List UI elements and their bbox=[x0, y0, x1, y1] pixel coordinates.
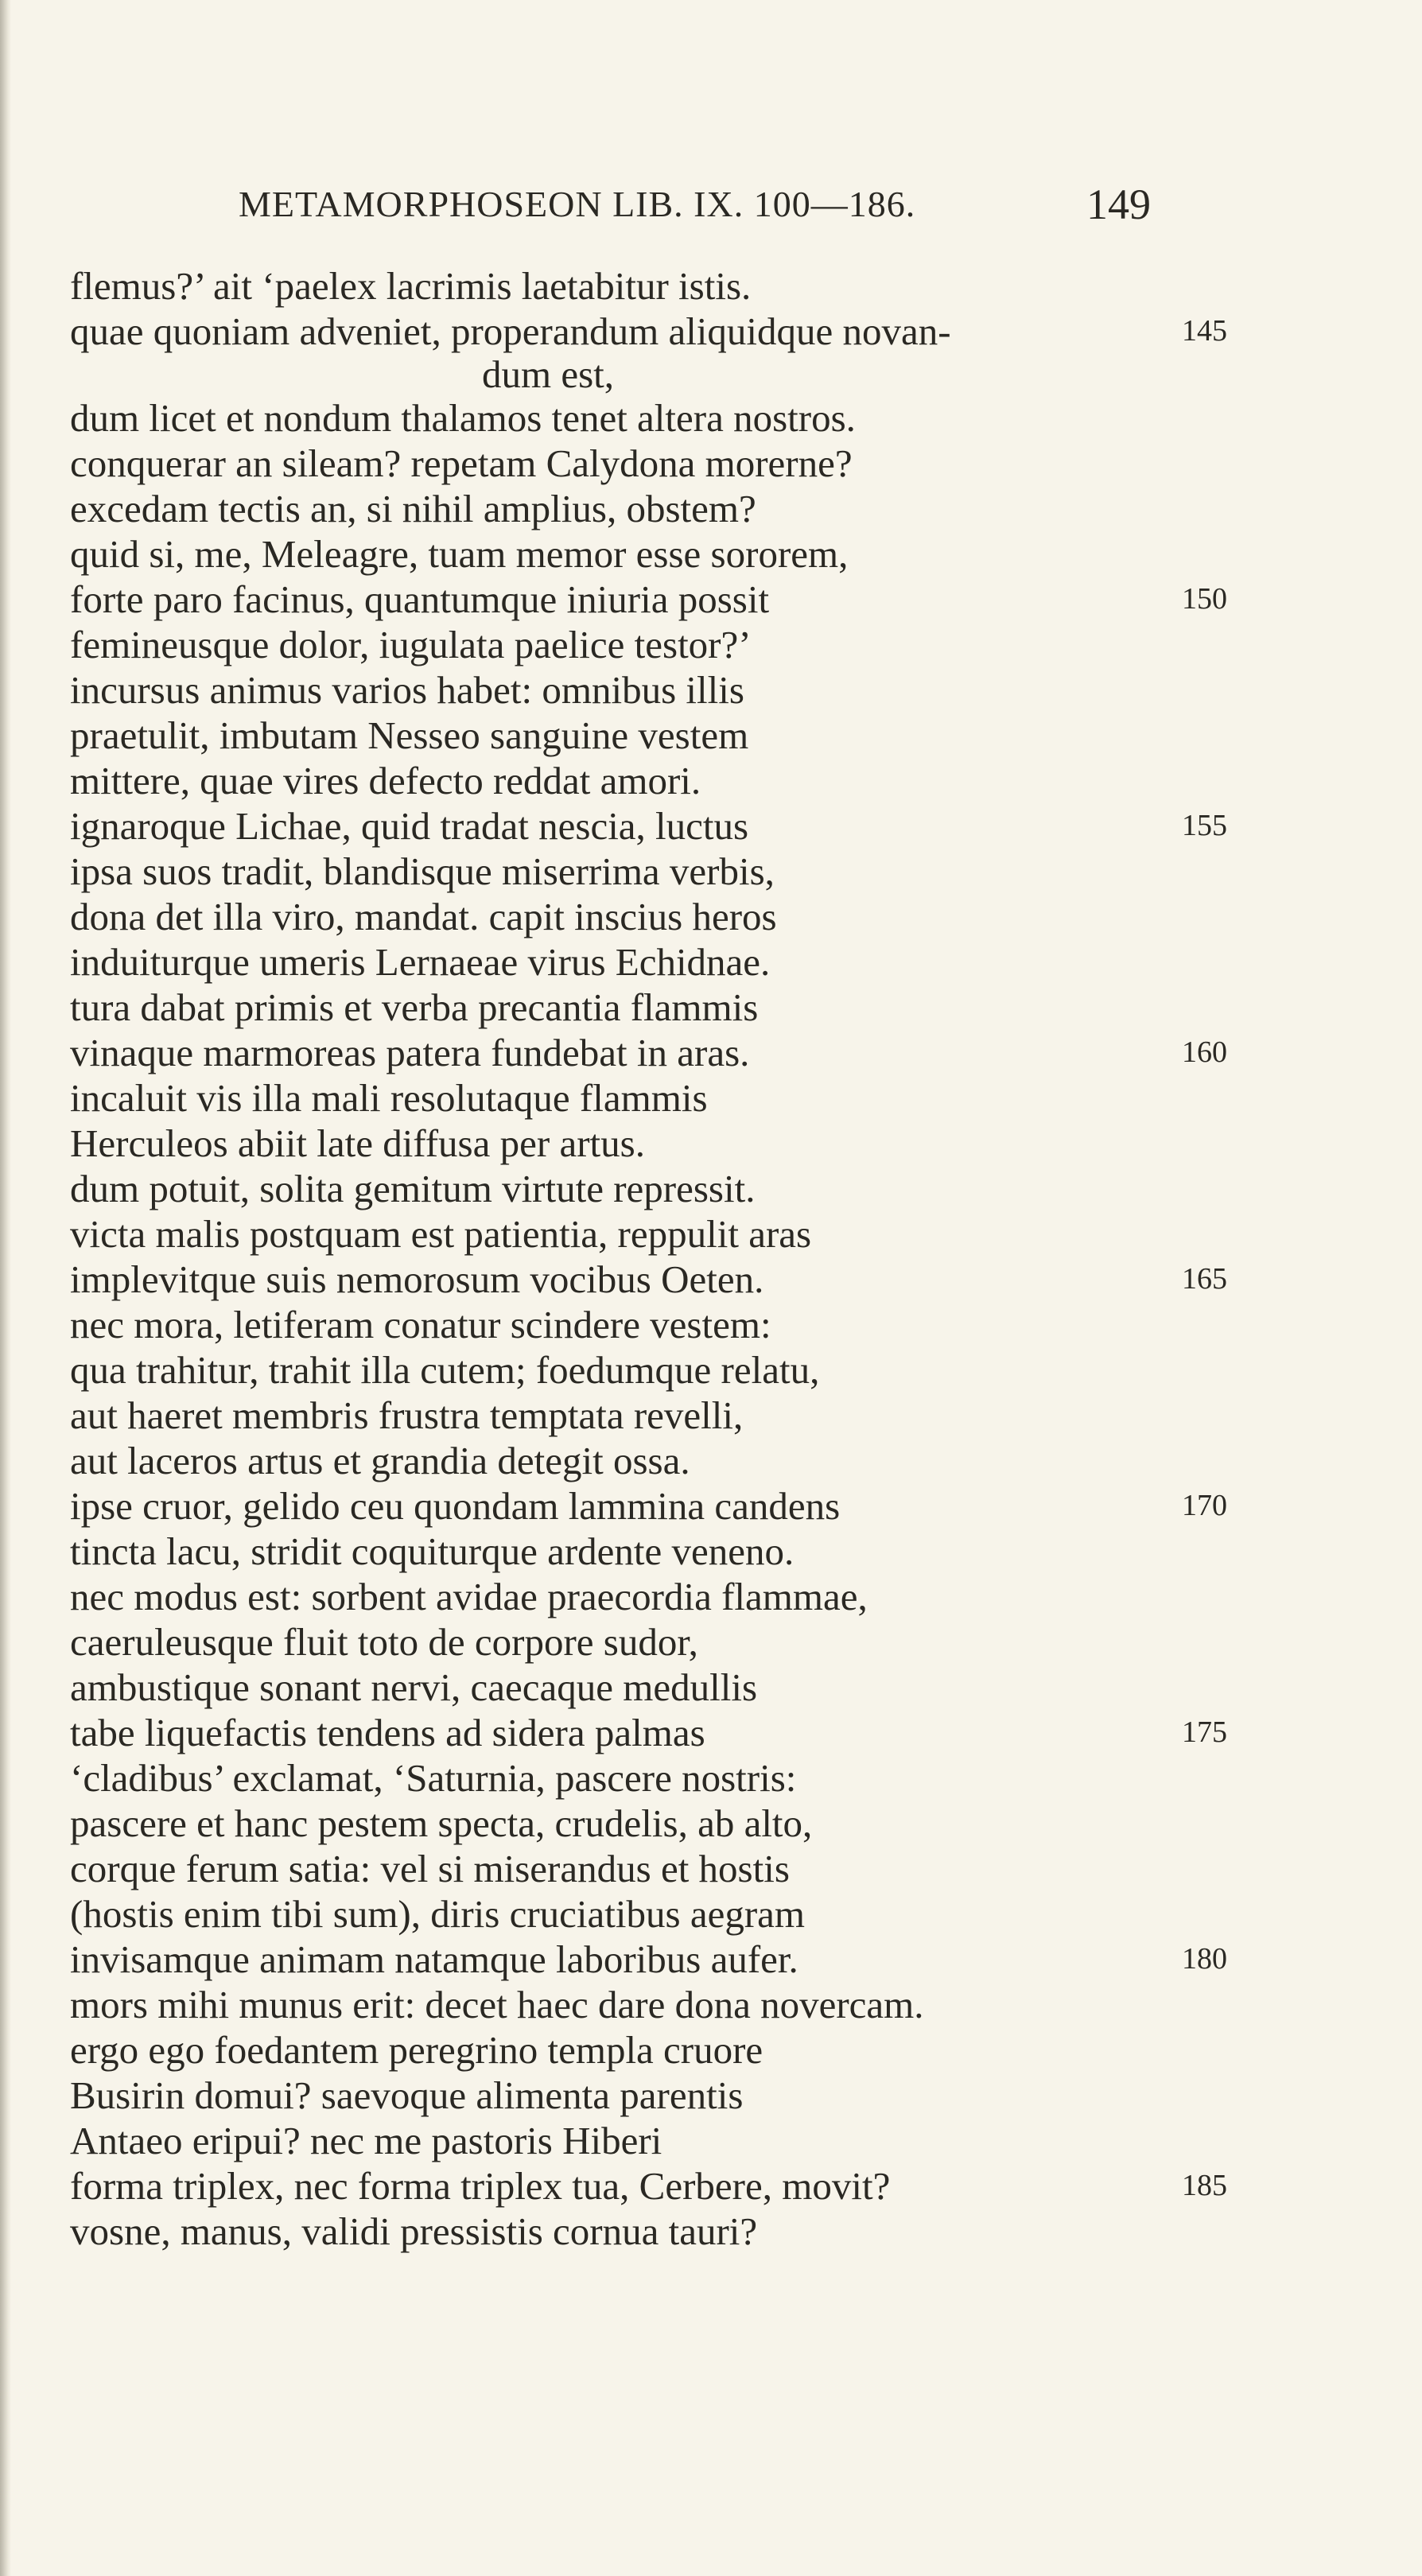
verse-line-text: implevitque suis nemorosum vocibus Oeten. bbox=[70, 1257, 764, 1301]
verse-line bbox=[70, 1801, 1231, 1846]
verse-line-text: Busirin domui? saevoque alimenta parentis bbox=[70, 2073, 744, 2117]
verse-line bbox=[70, 2163, 1231, 2209]
verse-line-text: flemus?’ ait ‘paelex lacrimis laetabitur istis. bbox=[70, 264, 752, 308]
verse-line-text: tabe liquefactis tendens ad sidera palmas bbox=[70, 1711, 705, 1754]
line-number: 185 bbox=[1182, 2169, 1227, 2202]
verse-line bbox=[70, 803, 1231, 849]
verse-line-text: mors mihi munus erit: decet haec dare dona novercam. bbox=[70, 1983, 924, 2026]
verse-line-text: Antaeo eripui? nec me pastoris Hiberi bbox=[70, 2119, 662, 2162]
line-number: 170 bbox=[1182, 1489, 1227, 1522]
verse-line bbox=[70, 1483, 1231, 1529]
verse-line-text: dum potuit, solita gemitum virtute repressit. bbox=[70, 1167, 756, 1210]
verse-line bbox=[70, 849, 1231, 894]
verse-line-text: tincta lacu, stridit coquiturque ardente veneno. bbox=[70, 1529, 795, 1573]
verse-line bbox=[70, 1529, 1231, 1574]
verse-line bbox=[70, 1574, 1231, 1619]
page-number: 149 bbox=[1086, 181, 1151, 228]
verse-line-text: (hostis enim tibi sum), diris cruciatibus aegram bbox=[70, 1892, 806, 1936]
verse-line-text: nec mora, letiferam conatur scindere vestem: bbox=[70, 1303, 771, 1346]
verse-line-text: vosne, manus, validi pressistis cornua tauri? bbox=[70, 2209, 758, 2253]
verse-line-text: excedam tectis an, si nihil amplius, obstem? bbox=[70, 487, 756, 530]
verse-text-block bbox=[70, 263, 1231, 2254]
verse-line-text: ambustique sonant nervi, caecaque medullis bbox=[70, 1665, 758, 1709]
verse-line bbox=[70, 531, 1231, 577]
line-number: 160 bbox=[1182, 1035, 1227, 1069]
verse-line bbox=[70, 985, 1231, 1030]
verse-line-text: forte paro facinus, quantumque iniuria possit bbox=[70, 577, 770, 621]
line-number: 175 bbox=[1182, 1715, 1227, 1749]
verse-line-text: invisamque animam natamque laboribus aufer. bbox=[70, 1937, 798, 1981]
verse-line-text: aut haeret membris frustra temptata revelli, bbox=[70, 1393, 744, 1437]
verse-line-text: dum licet et nondum thalamos tenet altera nostros. bbox=[70, 396, 856, 440]
line-number: 145 bbox=[1182, 314, 1227, 348]
verse-line-text: ‘cladibus’ exclamat, ‘Saturnia, pascere nostris: bbox=[70, 1756, 797, 1800]
verse-line bbox=[70, 2073, 1231, 2118]
verse-line-text: induiturque umeris Lernaeae virus Echidnae. bbox=[70, 940, 771, 984]
verse-line bbox=[70, 1347, 1231, 1393]
verse-line bbox=[70, 1211, 1231, 1257]
verse-line bbox=[70, 2118, 1231, 2163]
verse-line bbox=[70, 309, 1231, 354]
verse-line bbox=[70, 1302, 1231, 1347]
verse-line-text: praetulit, imbutam Nesseo sanguine vestem bbox=[70, 713, 749, 757]
verse-line-text: victa malis postquam est patientia, reppulit aras bbox=[70, 1212, 812, 1256]
verse-line bbox=[70, 1846, 1231, 1891]
verse-line-text: incursus animus varios habet: omnibus illis bbox=[70, 668, 744, 712]
line-number: 150 bbox=[1182, 582, 1227, 616]
verse-line-text: nec modus est: sorbent avidae praecordia flammae, bbox=[70, 1575, 868, 1618]
verse-line-text: qua trahitur, trahit illa cutem; foedumque relatu, bbox=[70, 1348, 820, 1392]
verse-line bbox=[70, 758, 1231, 803]
verse-line bbox=[70, 577, 1231, 622]
verse-line bbox=[70, 2209, 1231, 2254]
verse-line-text: forma triplex, nec forma triplex tua, Cerbere, movit? bbox=[70, 2164, 891, 2208]
verse-line bbox=[70, 1121, 1231, 1166]
verse-line-text: aut laceros artus et grandia detegit ossa. bbox=[70, 1439, 690, 1482]
verse-line bbox=[70, 622, 1231, 667]
verse-line bbox=[70, 441, 1231, 486]
verse-line-text: pascere et hanc pestem specta, crudelis, ab alto, bbox=[70, 1801, 813, 1845]
verse-line bbox=[70, 1937, 1231, 1982]
verse-line-text: ipse cruor, gelido ceu quondam lammina candens bbox=[70, 1484, 841, 1528]
verse-line bbox=[70, 1166, 1231, 1211]
verse-line bbox=[70, 1257, 1231, 1302]
verse-line bbox=[70, 1619, 1231, 1665]
verse-line bbox=[70, 1075, 1231, 1121]
verse-line-text: Herculeos abiit late diffusa per artus. bbox=[70, 1121, 645, 1165]
verse-line-text: femineusque dolor, iugulata paelice testor?’ bbox=[70, 623, 752, 666]
verse-line bbox=[70, 1710, 1231, 1755]
verse-line bbox=[70, 395, 1231, 441]
verse-line bbox=[70, 263, 1231, 309]
verse-line bbox=[70, 1438, 1231, 1483]
verse-line bbox=[70, 2027, 1231, 2073]
line-number: 165 bbox=[1182, 1262, 1227, 1296]
verse-line bbox=[70, 667, 1231, 713]
verse-line-text: mittere, quae vires defecto reddat amori. bbox=[70, 759, 701, 802]
verse-line bbox=[70, 894, 1231, 939]
verse-line-text: conquerar an sileam? repetam Calydona morerne? bbox=[70, 441, 853, 485]
page-binding-edge bbox=[0, 0, 11, 2576]
verse-line-text: ergo ego foedantem peregrino templa cruore bbox=[70, 2028, 763, 2072]
verse-line-text: dum est, bbox=[482, 352, 615, 396]
verse-line bbox=[70, 1982, 1231, 2027]
verse-line bbox=[70, 1755, 1231, 1801]
verse-line-text: corque ferum satia: vel si miserandus et hostis bbox=[70, 1847, 790, 1890]
verse-line-text: vinaque marmoreas patera fundebat in aras. bbox=[70, 1031, 750, 1074]
verse-line-text: quid si, me, Meleagre, tuam memor esse sororem, bbox=[70, 532, 849, 576]
verse-line-text: ignaroque Lichae, quid tradat nescia, luctus bbox=[70, 804, 749, 848]
line-number: 155 bbox=[1182, 809, 1227, 842]
line-number: 180 bbox=[1182, 1942, 1227, 1976]
verse-line bbox=[70, 1393, 1231, 1438]
verse-line-text: ipsa suos tradit, blandisque miserrima verbis, bbox=[70, 849, 775, 893]
verse-line bbox=[70, 1891, 1231, 1937]
verse-line bbox=[70, 939, 1231, 985]
verse-line bbox=[70, 354, 1231, 395]
verse-line bbox=[70, 713, 1231, 758]
running-title: METAMORPHOSEON LIB. IX. 100—186. bbox=[239, 184, 916, 224]
verse-line-text: dona det illa viro, mandat. capit inscius heros bbox=[70, 895, 777, 938]
verse-line-text: tura dabat primis et verba precantia flammis bbox=[70, 985, 759, 1029]
verse-line bbox=[70, 486, 1231, 531]
verse-line-text: incaluit vis illa mali resolutaque flammis bbox=[70, 1076, 708, 1120]
verse-line bbox=[70, 1030, 1231, 1075]
verse-line-text: caeruleusque fluit toto de corpore sudor, bbox=[70, 1620, 698, 1664]
verse-line-text: quae quoniam adveniet, properandum aliquidque novan- bbox=[70, 309, 951, 353]
verse-line bbox=[70, 1665, 1231, 1710]
